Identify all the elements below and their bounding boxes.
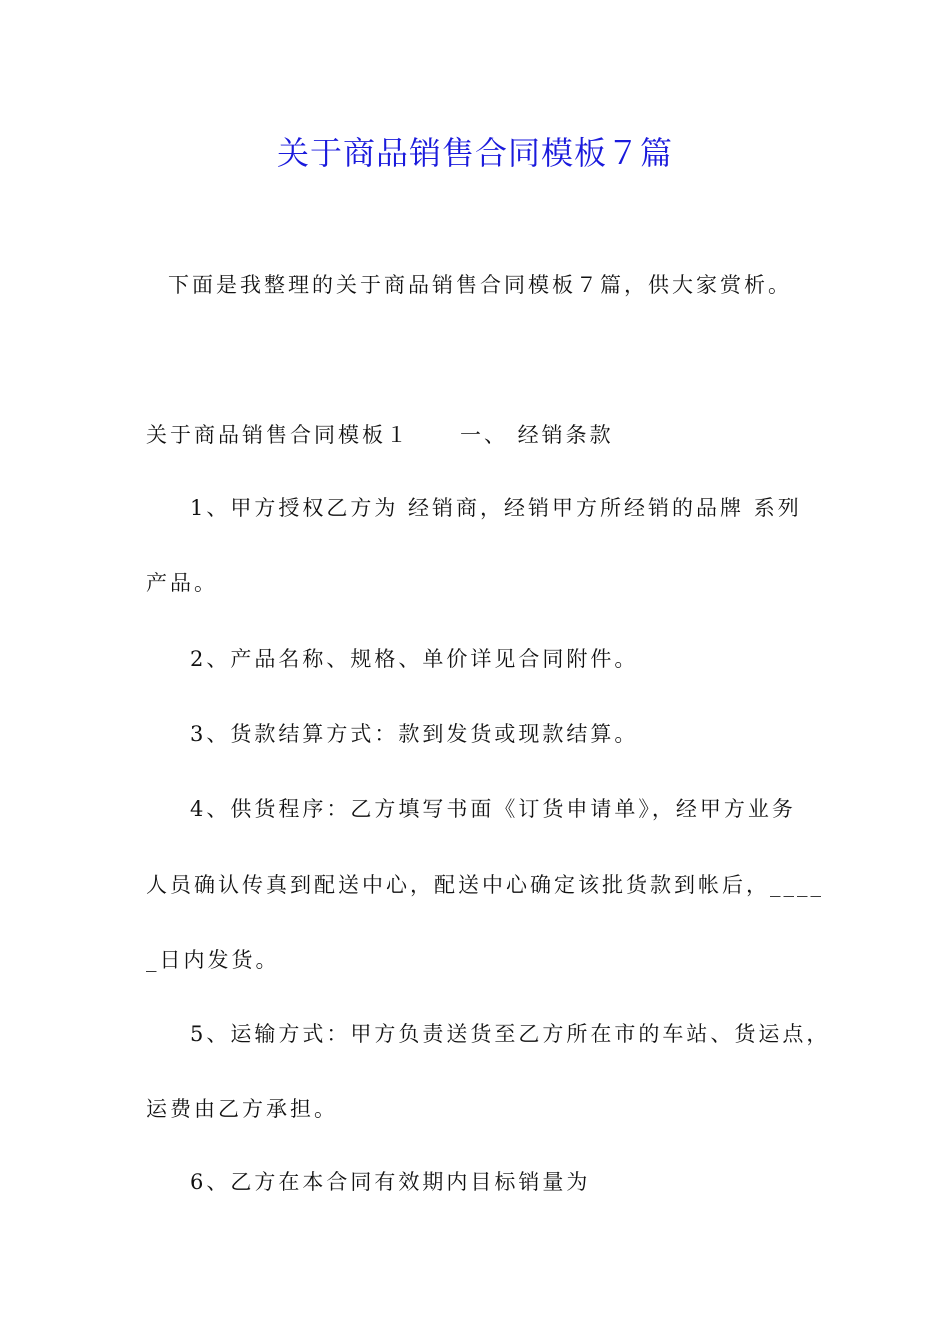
clause-4-line-2: 人员确认传真到配送中心，配送中心确定该批货款到帐后，____: [146, 873, 824, 897]
clause-5-line-2: 运费由乙方承担。: [146, 1097, 338, 1121]
clause-6: 6、乙方在本合同有效期内目标销量为: [190, 1170, 591, 1194]
clause-4-line-3: _日内发货。: [146, 948, 280, 972]
clause-1-line-1: 1、甲方授权乙方为 经销商，经销甲方所经销的品牌 系列: [190, 496, 802, 520]
clause-3: 3、货款结算方式：款到发货或现款结算。: [190, 722, 639, 746]
clause-2: 2、产品名称、规格、单价详见合同附件。: [190, 647, 639, 671]
intro-paragraph: 下面是我整理的关于商品销售合同模板７篇，供大家赏析。: [168, 273, 792, 297]
clause-4-line-1: 4、供货程序：乙方填写书面《订货申请单》，经甲方业务: [190, 797, 796, 821]
section-heading-line: [146, 420, 614, 450]
document-title: 关于商品销售合同模板７篇: [276, 134, 673, 172]
clause-5-line-1: 5、运输方式：甲方负责送货至乙方所在市的车站、货运点，: [190, 1022, 831, 1046]
clause-1-line-2: 产品。: [146, 571, 218, 595]
section-subheading: 一、 经销条款: [460, 423, 614, 447]
section-heading: 关于商品销售合同模板１: [146, 423, 410, 447]
